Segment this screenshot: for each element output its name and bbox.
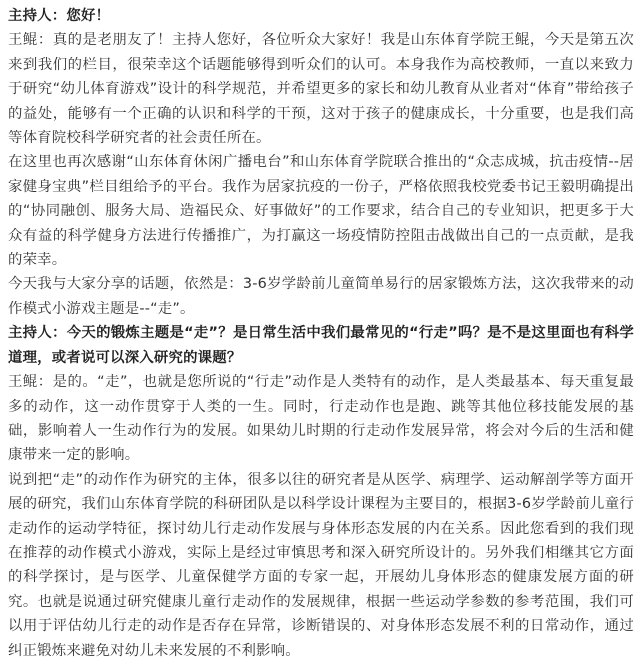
guest-introduction-paragraph: 王鲲：真的是老朋友了！主持人您好，各位听众大家好！我是山东体育学院王鲲，今天是第五次来到我们的栏目，很荣幸这个话题能够得到听众们的认可。本身我作为高校教师，一直以来致力于研究“幼儿体育游戏”设计的科学规范，并希望更多的家长和幼儿教育从业者对“体育”带给孩子的益处，能够有一个正确的认识和科学的干预，这对于孩子的健康成长，十分重要，也是我们高等体育院校科学研究者的社会责任所在。: [8, 32, 634, 147]
research-paragraph: 说到把“走”的动作作为研究的主体，很多以往的研究者是从医学、病理学、运动解剖学等方面开展的研究，我们山东体育学院的科研团队是以科学设计课程为主要目的，根据3-6岁学龄前儿童行走动作的运动学特征，探讨幼儿行走动作发展与身体形态发展的内在关系。因此您看到的我们现在推荐的动作模式小游戏，实际上是经过审慎思考和深入研究所设计的。另外我们相继其它方面的科学探讨，是与医学、儿童保健学方面的专家一起，开展幼儿身体形态的健康发展方面的研究。也就是说通过研究健康儿童行走动作的发展规律，根据一些运动学参数的参考范围，我们可以用于评估幼儿行走的动作是否存在异常，诊断错误的、对身体形态发展不利的日常动作，通过纠正锻炼来避免对幼儿未来发展的不利影响。: [8, 471, 634, 659]
walking-explanation-paragraph: 王鲲：是的。“走”，也就是您所说的“行走”动作是人类特有的动作，是人类最基本、每天重复最多的动作，这一动作贯穿于人类的一生。同时，行走动作也是跑、跳等其他位移技能发展的基础，影响着人一生动作行为的发展。如果幼儿时期的行走动作发展异常，将会对今后的生活和健康带来一定的影响。: [8, 374, 634, 464]
host-question: 主持人：今天的锻炼主题是“走”？是日常生活中我们最常见的“行走”吗？是不是这里面也有科学道理，或者说可以深入研究的课题？: [8, 325, 634, 366]
host-greeting: 主持人：您好！: [8, 8, 111, 24]
topic-paragraph: 今天我与大家分享的话题，依然是：3-6岁学龄前儿童简单易行的居家锻炼方法，这次我带来的动作模式小游戏主题是--“走”。: [8, 276, 634, 317]
thanks-paragraph: 在这里也再次感谢“山东体育休闲广播电台”和山东体育学院联合推出的“众志成城，抗击疫情--居家健身宝典”栏目组给予的平台。我作为居家抗疫的一份子，严格依照我校党委书记王毅明确提出的“协同融创、服务大局、造福民众、好事做好”的工作要求，结合自己的专业知识，把更多于大众有益的科学健身方法进行传播推广，为打赢这一场疫情防控阻击战做出自己的一点贡献，是我的荣幸。: [8, 154, 634, 269]
